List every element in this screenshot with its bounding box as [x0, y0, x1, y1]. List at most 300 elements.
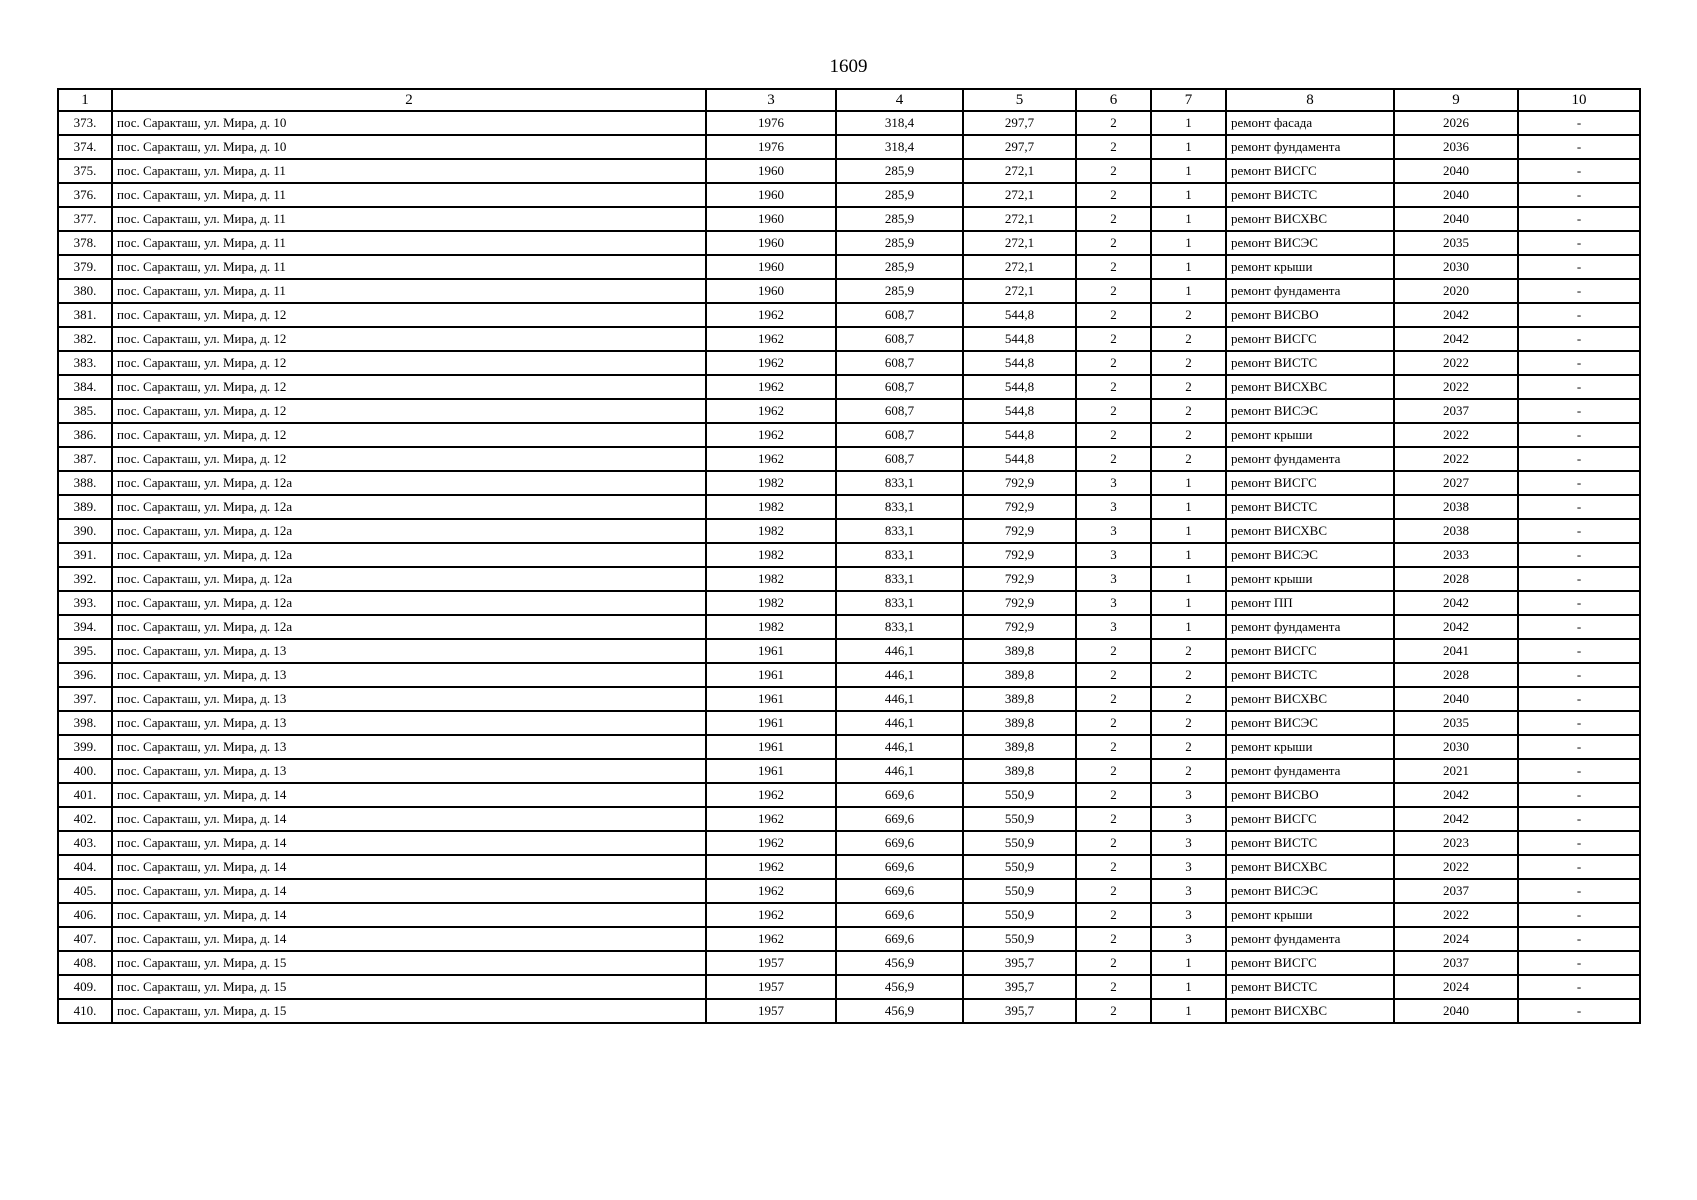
- total-area-cell: 833,1: [836, 591, 963, 615]
- planned-year-cell: 2030: [1394, 735, 1518, 759]
- floors-cell: 2: [1076, 255, 1151, 279]
- work-type-cell: ремонт ВИСТС: [1226, 975, 1394, 999]
- entrances-cell: 1: [1151, 567, 1226, 591]
- floors-cell: 2: [1076, 639, 1151, 663]
- column-header-10: 10: [1518, 89, 1640, 111]
- table-row: [58, 495, 1640, 519]
- address-cell: пос. Саракташ, ул. Мира, д. 13: [112, 735, 706, 759]
- column-header-9: 9: [1394, 89, 1518, 111]
- total-area-cell: 285,9: [836, 279, 963, 303]
- planned-year-cell: 2028: [1394, 567, 1518, 591]
- entrances-cell: 1: [1151, 495, 1226, 519]
- row-number-cell: 409.: [58, 975, 112, 999]
- total-area-cell: 669,6: [836, 855, 963, 879]
- living-area-cell: 389,8: [963, 663, 1076, 687]
- entrances-cell: 3: [1151, 855, 1226, 879]
- entrances-cell: 3: [1151, 783, 1226, 807]
- floors-cell: 2: [1076, 783, 1151, 807]
- entrances-cell: 2: [1151, 711, 1226, 735]
- floors-cell: 2: [1076, 903, 1151, 927]
- planned-year-cell: 2040: [1394, 159, 1518, 183]
- living-area-cell: 550,9: [963, 903, 1076, 927]
- address-cell: пос. Саракташ, ул. Мира, д. 12: [112, 375, 706, 399]
- living-area-cell: 544,8: [963, 375, 1076, 399]
- planned-year-cell: 2022: [1394, 351, 1518, 375]
- planned-year-cell: 2023: [1394, 831, 1518, 855]
- row-number-cell: 383.: [58, 351, 112, 375]
- table-row: [58, 567, 1640, 591]
- living-area-cell: 389,8: [963, 687, 1076, 711]
- table-row: [58, 207, 1640, 231]
- work-type-cell: ремонт ВИСХВС: [1226, 999, 1394, 1023]
- work-type-cell: ремонт ВИСХВС: [1226, 519, 1394, 543]
- row-number-cell: 396.: [58, 663, 112, 687]
- planned-year-cell: 2028: [1394, 663, 1518, 687]
- entrances-cell: 1: [1151, 255, 1226, 279]
- year-cell: 1961: [706, 663, 836, 687]
- row-number-cell: 390.: [58, 519, 112, 543]
- table-row: [58, 255, 1640, 279]
- note-cell: -: [1518, 591, 1640, 615]
- floors-cell: 2: [1076, 375, 1151, 399]
- note-cell: -: [1518, 615, 1640, 639]
- row-number-cell: 386.: [58, 423, 112, 447]
- note-cell: -: [1518, 519, 1640, 543]
- row-number-cell: 404.: [58, 855, 112, 879]
- planned-year-cell: 2037: [1394, 879, 1518, 903]
- note-cell: -: [1518, 495, 1640, 519]
- note-cell: -: [1518, 183, 1640, 207]
- planned-year-cell: 2024: [1394, 975, 1518, 999]
- work-type-cell: ремонт фундамента: [1226, 927, 1394, 951]
- floors-cell: 2: [1076, 951, 1151, 975]
- address-cell: пос. Саракташ, ул. Мира, д. 12а: [112, 519, 706, 543]
- entrances-cell: 2: [1151, 447, 1226, 471]
- entrances-cell: 2: [1151, 759, 1226, 783]
- total-area-cell: 318,4: [836, 135, 963, 159]
- work-type-cell: ремонт ВИСХВС: [1226, 687, 1394, 711]
- note-cell: -: [1518, 999, 1640, 1023]
- row-number-cell: 403.: [58, 831, 112, 855]
- row-number-cell: 388.: [58, 471, 112, 495]
- table-row: [58, 807, 1640, 831]
- table-row: [58, 759, 1640, 783]
- year-cell: 1982: [706, 615, 836, 639]
- planned-year-cell: 2040: [1394, 183, 1518, 207]
- planned-year-cell: 2041: [1394, 639, 1518, 663]
- work-type-cell: ремонт фундамента: [1226, 447, 1394, 471]
- year-cell: 1962: [706, 879, 836, 903]
- entrances-cell: 1: [1151, 615, 1226, 639]
- table-row: [58, 879, 1640, 903]
- table-row: [58, 447, 1640, 471]
- entrances-cell: 1: [1151, 519, 1226, 543]
- note-cell: -: [1518, 423, 1640, 447]
- total-area-cell: 669,6: [836, 879, 963, 903]
- living-area-cell: 544,8: [963, 399, 1076, 423]
- planned-year-cell: 2020: [1394, 279, 1518, 303]
- work-type-cell: ремонт крыши: [1226, 567, 1394, 591]
- note-cell: -: [1518, 927, 1640, 951]
- table-row: [58, 615, 1640, 639]
- living-area-cell: 550,9: [963, 831, 1076, 855]
- year-cell: 1962: [706, 831, 836, 855]
- year-cell: 1960: [706, 183, 836, 207]
- note-cell: -: [1518, 327, 1640, 351]
- floors-cell: 2: [1076, 183, 1151, 207]
- row-number-cell: 399.: [58, 735, 112, 759]
- note-cell: -: [1518, 759, 1640, 783]
- work-type-cell: ремонт фундамента: [1226, 135, 1394, 159]
- work-type-cell: ремонт ВИСХВС: [1226, 855, 1394, 879]
- note-cell: -: [1518, 951, 1640, 975]
- floors-cell: 2: [1076, 351, 1151, 375]
- address-cell: пос. Саракташ, ул. Мира, д. 11: [112, 159, 706, 183]
- work-type-cell: ремонт ВИСХВС: [1226, 207, 1394, 231]
- table-row: [58, 279, 1640, 303]
- work-type-cell: ремонт ПП: [1226, 591, 1394, 615]
- entrances-cell: 1: [1151, 135, 1226, 159]
- work-type-cell: ремонт ВИСГС: [1226, 159, 1394, 183]
- address-cell: пос. Саракташ, ул. Мира, д. 13: [112, 687, 706, 711]
- year-cell: 1961: [706, 735, 836, 759]
- row-number-cell: 380.: [58, 279, 112, 303]
- total-area-cell: 669,6: [836, 927, 963, 951]
- address-cell: пос. Саракташ, ул. Мира, д. 14: [112, 903, 706, 927]
- year-cell: 1976: [706, 135, 836, 159]
- row-number-cell: 397.: [58, 687, 112, 711]
- floors-cell: 2: [1076, 975, 1151, 999]
- entrances-cell: 3: [1151, 831, 1226, 855]
- entrances-cell: 3: [1151, 903, 1226, 927]
- note-cell: -: [1518, 303, 1640, 327]
- work-type-cell: ремонт ВИСЭС: [1226, 711, 1394, 735]
- total-area-cell: 833,1: [836, 471, 963, 495]
- work-type-cell: ремонт ВИСГС: [1226, 807, 1394, 831]
- total-area-cell: 456,9: [836, 999, 963, 1023]
- work-type-cell: ремонт ВИСЭС: [1226, 543, 1394, 567]
- note-cell: -: [1518, 447, 1640, 471]
- address-cell: пос. Саракташ, ул. Мира, д. 13: [112, 663, 706, 687]
- entrances-cell: 1: [1151, 591, 1226, 615]
- column-header-2: 2: [112, 89, 706, 111]
- planned-year-cell: 2042: [1394, 591, 1518, 615]
- row-number-cell: 375.: [58, 159, 112, 183]
- floors-cell: 2: [1076, 759, 1151, 783]
- floors-cell: 3: [1076, 567, 1151, 591]
- work-type-cell: ремонт ВИСВО: [1226, 303, 1394, 327]
- floors-cell: 2: [1076, 663, 1151, 687]
- entrances-cell: 1: [1151, 543, 1226, 567]
- entrances-cell: 2: [1151, 327, 1226, 351]
- work-type-cell: ремонт крыши: [1226, 735, 1394, 759]
- row-number-cell: 398.: [58, 711, 112, 735]
- work-type-cell: ремонт ВИСЭС: [1226, 399, 1394, 423]
- year-cell: 1962: [706, 783, 836, 807]
- row-number-cell: 391.: [58, 543, 112, 567]
- row-number-cell: 385.: [58, 399, 112, 423]
- floors-cell: 2: [1076, 807, 1151, 831]
- header-row: [58, 89, 1640, 111]
- floors-cell: 2: [1076, 111, 1151, 135]
- address-cell: пос. Саракташ, ул. Мира, д. 13: [112, 639, 706, 663]
- address-cell: пос. Саракташ, ул. Мира, д. 11: [112, 255, 706, 279]
- planned-year-cell: 2026: [1394, 111, 1518, 135]
- living-area-cell: 544,8: [963, 447, 1076, 471]
- year-cell: 1982: [706, 591, 836, 615]
- total-area-cell: 446,1: [836, 687, 963, 711]
- row-number-cell: 381.: [58, 303, 112, 327]
- planned-year-cell: 2037: [1394, 951, 1518, 975]
- entrances-cell: 1: [1151, 111, 1226, 135]
- address-cell: пос. Саракташ, ул. Мира, д. 12: [112, 399, 706, 423]
- total-area-cell: 833,1: [836, 615, 963, 639]
- year-cell: 1960: [706, 207, 836, 231]
- total-area-cell: 608,7: [836, 375, 963, 399]
- living-area-cell: 272,1: [963, 207, 1076, 231]
- address-cell: пос. Саракташ, ул. Мира, д. 12: [112, 327, 706, 351]
- work-type-cell: ремонт крыши: [1226, 903, 1394, 927]
- table-row: [58, 111, 1640, 135]
- living-area-cell: 272,1: [963, 255, 1076, 279]
- address-cell: пос. Саракташ, ул. Мира, д. 14: [112, 879, 706, 903]
- row-number-cell: 384.: [58, 375, 112, 399]
- address-cell: пос. Саракташ, ул. Мира, д. 12: [112, 303, 706, 327]
- table-row: [58, 975, 1640, 999]
- address-cell: пос. Саракташ, ул. Мира, д. 12а: [112, 495, 706, 519]
- table-row: [58, 231, 1640, 255]
- planned-year-cell: 2040: [1394, 999, 1518, 1023]
- floors-cell: 3: [1076, 615, 1151, 639]
- table-row: [58, 135, 1640, 159]
- year-cell: 1962: [706, 327, 836, 351]
- table-row: [58, 783, 1640, 807]
- address-cell: пос. Саракташ, ул. Мира, д. 13: [112, 759, 706, 783]
- entrances-cell: 1: [1151, 183, 1226, 207]
- table-row: [58, 543, 1640, 567]
- living-area-cell: 544,8: [963, 303, 1076, 327]
- living-area-cell: 550,9: [963, 879, 1076, 903]
- note-cell: -: [1518, 783, 1640, 807]
- note-cell: -: [1518, 399, 1640, 423]
- floors-cell: 2: [1076, 279, 1151, 303]
- living-area-cell: 389,8: [963, 759, 1076, 783]
- address-cell: пос. Саракташ, ул. Мира, д. 11: [112, 279, 706, 303]
- entrances-cell: 1: [1151, 471, 1226, 495]
- note-cell: -: [1518, 351, 1640, 375]
- total-area-cell: 285,9: [836, 231, 963, 255]
- address-cell: пос. Саракташ, ул. Мира, д. 12а: [112, 591, 706, 615]
- floors-cell: 2: [1076, 207, 1151, 231]
- planned-year-cell: 2042: [1394, 303, 1518, 327]
- total-area-cell: 608,7: [836, 351, 963, 375]
- note-cell: -: [1518, 711, 1640, 735]
- table-row: [58, 639, 1640, 663]
- year-cell: 1957: [706, 999, 836, 1023]
- year-cell: 1982: [706, 471, 836, 495]
- work-type-cell: ремонт ВИСТС: [1226, 495, 1394, 519]
- note-cell: -: [1518, 135, 1640, 159]
- row-number-cell: 408.: [58, 951, 112, 975]
- work-type-cell: ремонт ВИСТС: [1226, 663, 1394, 687]
- work-type-cell: ремонт фундамента: [1226, 615, 1394, 639]
- row-number-cell: 376.: [58, 183, 112, 207]
- planned-year-cell: 2038: [1394, 519, 1518, 543]
- total-area-cell: 608,7: [836, 423, 963, 447]
- table-row: [58, 735, 1640, 759]
- living-area-cell: 792,9: [963, 567, 1076, 591]
- row-number-cell: 401.: [58, 783, 112, 807]
- total-area-cell: 669,6: [836, 783, 963, 807]
- floors-cell: 3: [1076, 471, 1151, 495]
- address-cell: пос. Саракташ, ул. Мира, д. 12а: [112, 567, 706, 591]
- year-cell: 1961: [706, 759, 836, 783]
- living-area-cell: 297,7: [963, 135, 1076, 159]
- living-area-cell: 544,8: [963, 351, 1076, 375]
- year-cell: 1961: [706, 639, 836, 663]
- address-cell: пос. Саракташ, ул. Мира, д. 15: [112, 999, 706, 1023]
- living-area-cell: 792,9: [963, 615, 1076, 639]
- work-type-cell: ремонт ВИСГС: [1226, 327, 1394, 351]
- year-cell: 1962: [706, 855, 836, 879]
- row-number-cell: 378.: [58, 231, 112, 255]
- work-type-cell: ремонт ВИСГС: [1226, 951, 1394, 975]
- year-cell: 1962: [706, 807, 836, 831]
- floors-cell: 2: [1076, 303, 1151, 327]
- floors-cell: 2: [1076, 999, 1151, 1023]
- living-area-cell: 395,7: [963, 975, 1076, 999]
- entrances-cell: 1: [1151, 159, 1226, 183]
- note-cell: -: [1518, 255, 1640, 279]
- page-number: 1609: [829, 56, 868, 77]
- table-row: [58, 663, 1640, 687]
- row-number-cell: 402.: [58, 807, 112, 831]
- address-cell: пос. Саракташ, ул. Мира, д. 13: [112, 711, 706, 735]
- address-cell: пос. Саракташ, ул. Мира, д. 10: [112, 111, 706, 135]
- floors-cell: 2: [1076, 231, 1151, 255]
- row-number-cell: 374.: [58, 135, 112, 159]
- note-cell: -: [1518, 207, 1640, 231]
- living-area-cell: 389,8: [963, 735, 1076, 759]
- living-area-cell: 792,9: [963, 543, 1076, 567]
- address-cell: пос. Саракташ, ул. Мира, д. 12: [112, 423, 706, 447]
- year-cell: 1976: [706, 111, 836, 135]
- total-area-cell: 446,1: [836, 735, 963, 759]
- note-cell: -: [1518, 231, 1640, 255]
- floors-cell: 2: [1076, 831, 1151, 855]
- note-cell: -: [1518, 807, 1640, 831]
- column-header-8: 8: [1226, 89, 1394, 111]
- column-header-4: 4: [836, 89, 963, 111]
- table-row: [58, 375, 1640, 399]
- planned-year-cell: 2038: [1394, 495, 1518, 519]
- total-area-cell: 608,7: [836, 303, 963, 327]
- note-cell: -: [1518, 159, 1640, 183]
- work-type-cell: ремонт ВИСГС: [1226, 471, 1394, 495]
- note-cell: -: [1518, 975, 1640, 999]
- total-area-cell: 608,7: [836, 327, 963, 351]
- table-row: [58, 183, 1640, 207]
- living-area-cell: 792,9: [963, 495, 1076, 519]
- planned-year-cell: 2037: [1394, 399, 1518, 423]
- total-area-cell: 446,1: [836, 759, 963, 783]
- living-area-cell: 272,1: [963, 231, 1076, 255]
- living-area-cell: 272,1: [963, 183, 1076, 207]
- address-cell: пос. Саракташ, ул. Мира, д. 14: [112, 783, 706, 807]
- year-cell: 1962: [706, 351, 836, 375]
- entrances-cell: 2: [1151, 663, 1226, 687]
- living-area-cell: 389,8: [963, 639, 1076, 663]
- planned-year-cell: 2033: [1394, 543, 1518, 567]
- entrances-cell: 1: [1151, 999, 1226, 1023]
- address-cell: пос. Саракташ, ул. Мира, д. 12а: [112, 471, 706, 495]
- year-cell: 1982: [706, 495, 836, 519]
- total-area-cell: 285,9: [836, 159, 963, 183]
- work-type-cell: ремонт ВИСТС: [1226, 351, 1394, 375]
- address-cell: пос. Саракташ, ул. Мира, д. 12а: [112, 543, 706, 567]
- year-cell: 1962: [706, 399, 836, 423]
- address-cell: пос. Саракташ, ул. Мира, д. 11: [112, 231, 706, 255]
- floors-cell: 2: [1076, 135, 1151, 159]
- row-number-cell: 373.: [58, 111, 112, 135]
- entrances-cell: 3: [1151, 879, 1226, 903]
- work-type-cell: ремонт крыши: [1226, 423, 1394, 447]
- entrances-cell: 1: [1151, 207, 1226, 231]
- entrances-cell: 2: [1151, 375, 1226, 399]
- year-cell: 1960: [706, 279, 836, 303]
- address-cell: пос. Саракташ, ул. Мира, д. 12: [112, 351, 706, 375]
- work-type-cell: ремонт ВИСТС: [1226, 183, 1394, 207]
- entrances-cell: 2: [1151, 351, 1226, 375]
- table-row: [58, 423, 1640, 447]
- planned-year-cell: 2027: [1394, 471, 1518, 495]
- entrances-cell: 1: [1151, 279, 1226, 303]
- year-cell: 1960: [706, 159, 836, 183]
- year-cell: 1961: [706, 711, 836, 735]
- note-cell: -: [1518, 879, 1640, 903]
- living-area-cell: 297,7: [963, 111, 1076, 135]
- year-cell: 1957: [706, 975, 836, 999]
- total-area-cell: 608,7: [836, 399, 963, 423]
- note-cell: -: [1518, 567, 1640, 591]
- entrances-cell: 1: [1151, 975, 1226, 999]
- address-cell: пос. Саракташ, ул. Мира, д. 14: [112, 855, 706, 879]
- entrances-cell: 2: [1151, 303, 1226, 327]
- year-cell: 1961: [706, 687, 836, 711]
- table-row: [58, 519, 1640, 543]
- year-cell: 1960: [706, 231, 836, 255]
- living-area-cell: 550,9: [963, 927, 1076, 951]
- column-header-6: 6: [1076, 89, 1151, 111]
- table-row: [58, 927, 1640, 951]
- year-cell: 1960: [706, 255, 836, 279]
- planned-year-cell: 2024: [1394, 927, 1518, 951]
- floors-cell: 2: [1076, 159, 1151, 183]
- row-number-cell: 382.: [58, 327, 112, 351]
- year-cell: 1982: [706, 567, 836, 591]
- total-area-cell: 446,1: [836, 711, 963, 735]
- table-row: [58, 591, 1640, 615]
- column-header-5: 5: [963, 89, 1076, 111]
- note-cell: -: [1518, 543, 1640, 567]
- living-area-cell: 389,8: [963, 711, 1076, 735]
- living-area-cell: 272,1: [963, 159, 1076, 183]
- work-type-cell: ремонт ВИСТС: [1226, 831, 1394, 855]
- year-cell: 1962: [706, 927, 836, 951]
- planned-year-cell: 2022: [1394, 423, 1518, 447]
- planned-year-cell: 2022: [1394, 855, 1518, 879]
- table-row: [58, 303, 1640, 327]
